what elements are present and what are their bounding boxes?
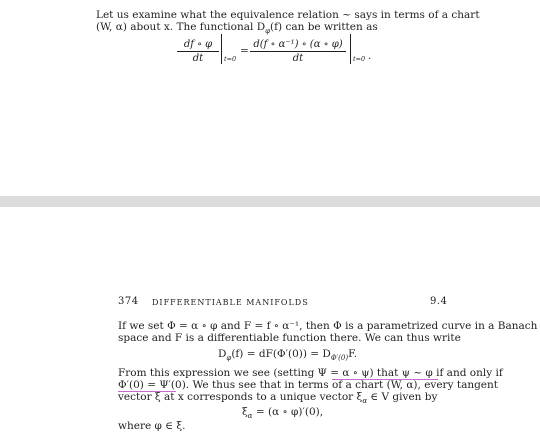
text-segment: ∈ V given by [367, 391, 438, 403]
text-line: If we set Φ = α ∘ φ and F = f ∘ α⁻¹, then Φ is a parametrized curve in a Banach [118, 320, 538, 332]
subscript: φ [226, 354, 232, 363]
text-segment: vector ξ at x corresponds to a unique vector ξ [118, 391, 363, 403]
top-page [0, 0, 540, 196]
text-line: From this expression we see (setting Ψ = α ∘ ψ) that ψ ~ φ if and only if [118, 367, 503, 379]
text-segment: D [218, 348, 227, 360]
text-line: Let us examine what the equivalence relation ~ says in terms of a chart [96, 9, 480, 21]
fraction-numerator: d(f ∘ α⁻¹) ∘ (α ∘ φ) [250, 39, 346, 52]
text-segment: (f) can be written as [270, 21, 378, 33]
display-equation [218, 348, 357, 364]
running-title: DIFFERENTIABLE MANIFOLDS [152, 298, 309, 307]
text-line [118, 391, 437, 407]
evaluation-bar [350, 34, 351, 64]
text-segment: ξ [242, 406, 248, 418]
evaluation-bar [221, 34, 222, 64]
subscript: Φ′(0) [330, 354, 349, 363]
text-segment: = (α ∘ φ)′(0), [252, 406, 324, 418]
subscript: α [362, 397, 368, 406]
fraction-numerator: df ∘ φ [177, 39, 219, 52]
page-number: 374 [118, 296, 139, 307]
page-gutter [0, 196, 540, 207]
subscript: φ [265, 27, 271, 36]
equation-lhs-fraction [177, 39, 219, 64]
text-line [96, 21, 378, 37]
text-segment: F. [348, 348, 358, 360]
fraction-denominator: dt [292, 53, 304, 64]
display-equation [242, 406, 323, 422]
equation-period: . [368, 50, 372, 62]
equals-sign: = [240, 45, 249, 57]
text-segment: (f) = dF(Φ′(0)) = D [231, 348, 331, 360]
text-line: where φ ∈ ξ. [118, 420, 186, 432]
fraction-denominator: dt [192, 53, 204, 64]
evaluation-subscript: t=0 [353, 55, 366, 63]
equation-rhs-fraction [250, 39, 346, 64]
text-line: Φ′(0) = Ψ′(0). We thus see that in terms of a chart (W, α), every tangent [118, 379, 499, 391]
text-segment: (W, α) about x. The functional D [96, 21, 266, 33]
evaluation-subscript: t=0 [224, 55, 237, 63]
subscript: α [247, 412, 253, 421]
bottom-page [0, 207, 540, 432]
text-line: space and F is a differentiable function there. We can thus write [118, 332, 461, 344]
section-ref: 9.4 [430, 296, 448, 307]
